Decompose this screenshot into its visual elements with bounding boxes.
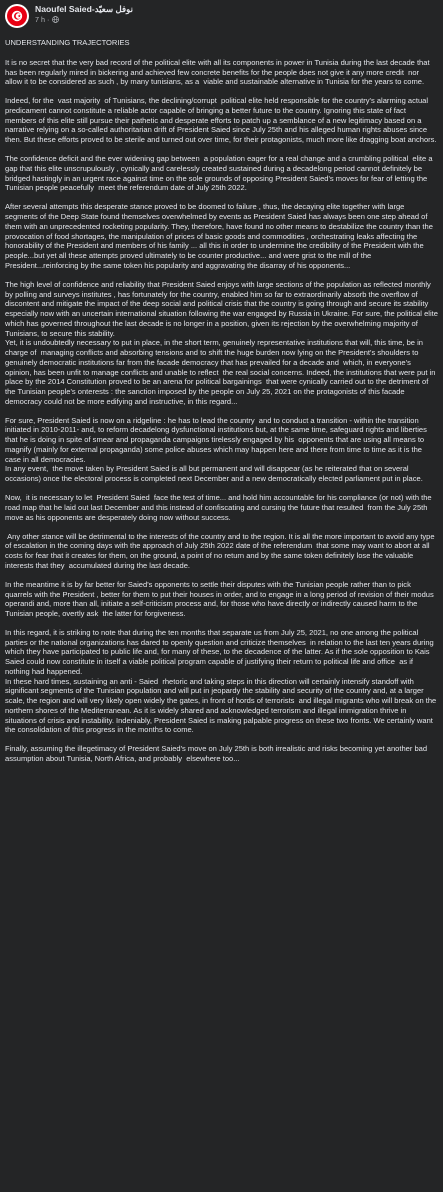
post-subline xyxy=(35,16,133,23)
post-body xyxy=(5,38,438,764)
author-name[interactable]: Naoufel Saied-نوفل سعيّد xyxy=(35,4,133,14)
paragraph-7: Now, it is necessary to let President Saied face the test of time... and hold him accountable for his compliance (or not) with the road map that he laid out last December and this instead of confiscating and cursing the future that resulted from the July 25th move as his opponents are desperately doing now without success. xyxy=(5,493,434,522)
paragraph-4: After several attempts this desperate stance proved to be doomed to failure , thus, the decaying elite together with large segments of the Deep State found themselves overwhelmed by events as President Saied has always been one step ahead of them with an unprecedented rocketing popularity. They, therefore, have found no other means to destabilize the country than the provocation of food shortages, the manipulation of prices of basic goods and commodities , orchestrating leaks affecting the honorability of the President and members of his family ... all this in order to undermine the credibility of the President with the people...but yet all these attempts proved ultimately to be counter productive... and were grist to the mill of the President...reinforcing by the same token his popularity and aggravating the disarray of his opponents... xyxy=(5,202,436,270)
paragraph-6: For sure, President Saied is now on a ridgeline : he has to lead the country and to conduct a transition - within the transition initiated in 2010-2011- and, to reform decadelong dysfunctional institutions but, at the same time, safeguard rights and liberties that he is doing in spite of smear and propaganda campaigns tirelessly engaged by his opponents that are using all means to magnify (mainly for external propaganda) some police abuses which may happen here and there from time to time as it is the case in all democracies. In any event, the move taken by President Saied is all but permanent and will disappear (as he reiterated that on several occasions) once the electoral process is completed next December and a new democratically elected parliament put in place. xyxy=(5,415,427,484)
paragraph-11: Finally, assuming the illegetimacy of President Saied's move on July 25th is both irrealistic and risks becoming yet another bad assumption about Tunisia, North Africa, and probably elsewhere too... xyxy=(5,744,430,764)
meta-separator: · xyxy=(47,14,50,24)
paragraph-9: In the meantime it is by far better for Saied's opponents to settle their disputes with the Tunisian people rather than to pick quarrels with the President , better for them to put their houses in order, and to engage in a long period of revision of their modus operandi and, more than all, initiate a self-criticism process and, for those who have directly or indirectly caused harm to the Tunisian people, overtly ask the latter for forgiveness. xyxy=(5,579,436,618)
post-title: UNDERSTANDING TRAJECTORIES xyxy=(5,38,130,47)
paragraph-10: In this regard, it is striking to note that during the ten months that separate us from July 25, 2021, no one among the political parties or the national organizations has dared to openly question and criticize themselves in relation to the last ten years during which they have participated to public life and, for many of these, to the decadence of the latter. As if the sole opposition to Kais Saied could now constitute in itself a viable political program capable of justifying their return to political life and office as if nothing had happened. In these hard times, sustaining an anti - Saied rhetoric and taking steps in this direction will certainly intensify standoff with significant segments of the Tunisian population and will put in jeopardy the stability and security of the country and, at a larger scale, the region and will very likely open widely the gates, in front of hords of terrorists and illegal migrants who will break on the northern shores of the Mediterranean. As it is widely shared and acknowledged terrorism and illegal immigration thrive in situations of crisis and instability. Indeniably, President Saied is making palpable progress on these two fronts. We certainly want the consolidation of this progress in the months to come. xyxy=(5,627,437,735)
paragraph-5: The high level of confidence and reliability that President Saied enjoys with large sections of the population as reflected monthly by polling and surveys institutes , has fortunately for the country, enabled him so far to extraordinarily absorb the overflow of discontent and mitigate the impact of the deep social and political crisis that the country is going through and secure its stability especially now with an uncertain international situation following the war engaged by Russia in Ukraine. For sure, the political elite which has governed throughout the last decade is no longer in a position, given its rejection by the overwhelming majority of Tunisians, to secure this stability. Yet, it is undoubtedly necessary to put in place, in the short term, genuinely representative institutions that will, this time, be in charge of managing conflicts and absorbing tensions and to shift the huge burden now lying on the President's shoulders to genuinely democratic institutions far from the facade democracy that has prevailed for a decade and which, in everyone's opinion, has been unfit to manage conflicts and unable to reflect the real social concerns. Indeed, the institutions that were put in place by the 2014 Constitution proved to be an arena for political bargainings that were cynically carried out to the detriment of the Tunisian people's onterests : the sanction imposed by the people on July 25, 2021 on the protagonists of this facade democracy could not be more edifying and instructive, in this regard... xyxy=(5,279,438,406)
author-avatar[interactable] xyxy=(5,4,29,28)
flag-tunisia-avatar-icon xyxy=(7,6,27,26)
post-time[interactable]: 7 h xyxy=(35,14,45,24)
paragraph-3: The confidence deficit and the ever widening gap between a population eager for a real change and a crumbling political elite a gap that this elite unscrupulously , cynically and carelessly created sustained during a decadelong period cannot definitely be bridged hastingly in an urgent race against time on the sole grounds of opposing President Saied's moves for fear of letting the Tunisian people peacefully meet the referendum date of July 25th 2022. xyxy=(5,154,435,193)
post-header xyxy=(5,3,438,31)
paragraph-1: It is no secret that the very bad record of the political elite with all its components in power in Tunisia during the last decade that has been regularly mired in bickering and achieved few concrete benefits for the people does not give it any more credit nor allow it to be considered as such , by many tunisians, as a viable and sustainable alternative in Tunisia for the years to come. xyxy=(5,57,432,87)
post-meta xyxy=(35,3,133,23)
globe-icon xyxy=(52,16,59,23)
paragraph-8: Any other stance will be detrimental to the interests of the country and to the region. It is all the more important to avoid any type of escalation in the coming days with the approach of July 25th 2022 date of the referendum that some may want to abort at all costs for fear that it creates for them, on the ground, a point of no return and by the same token definitely lose the valuable interests that they accumulated during the last decade. xyxy=(5,531,437,570)
paragraph-2: Indeed, for the vast majority of Tunisians, the declining/corrupt political elite held responsible for the country's alarming actual predicament cannot constitute a reliable actor capable of bringing a better future to the country. Ignoring this state of fact members of this elite still pursue their pathetic and desperate efforts to patch up a semblance of a new legitimacy based on a narrative relying on a so-called authoritarian drift of President Saied since July 25th and his alleged human rights abuses since then. But these efforts proved to be sterile and turned out over time, for their protagonists, much more like dragging boat anchors. xyxy=(5,96,437,145)
